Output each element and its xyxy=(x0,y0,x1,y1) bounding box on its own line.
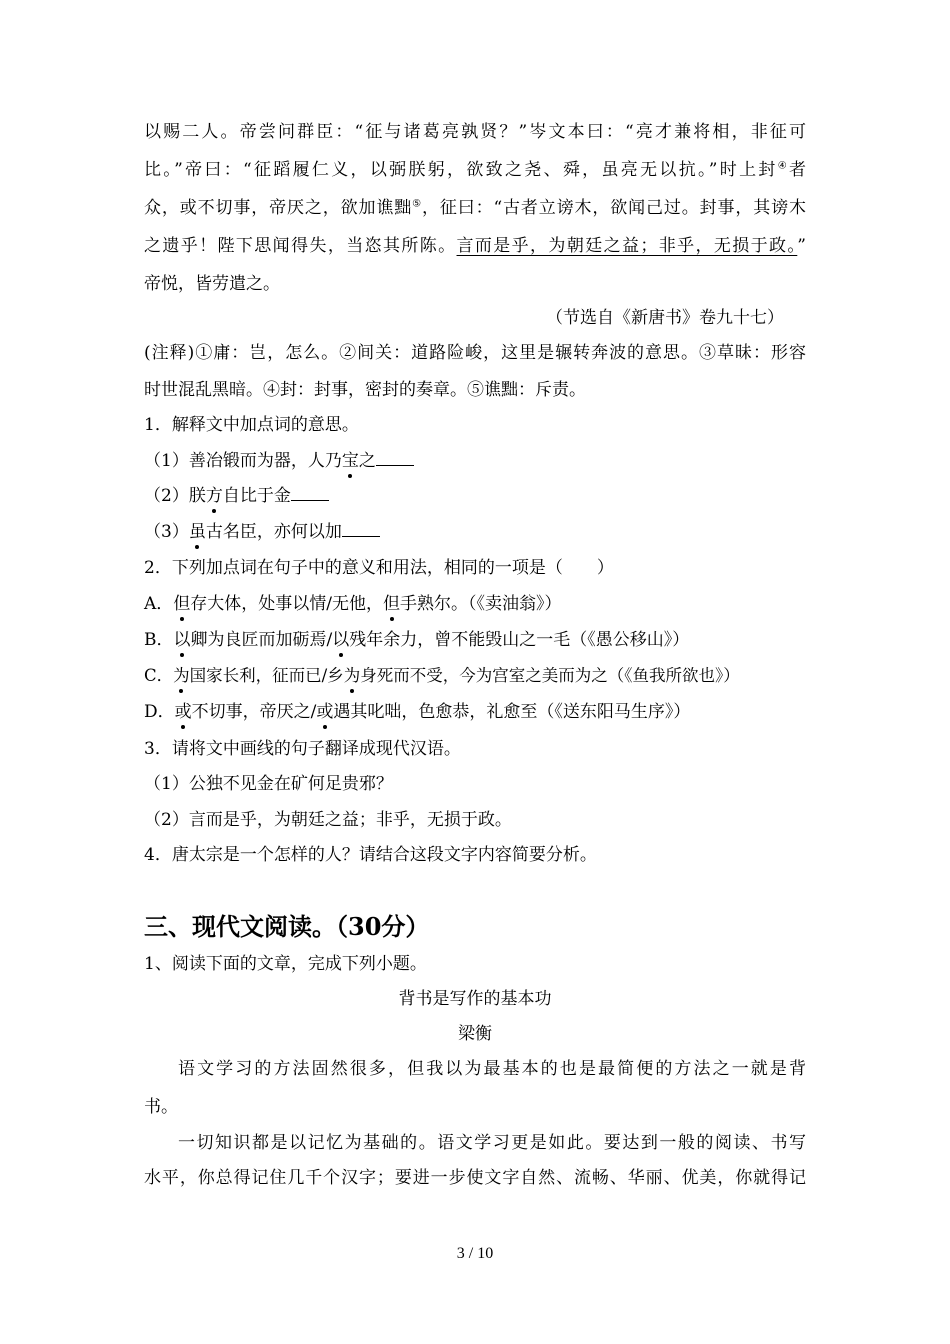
section-heading: 三、现代文阅读。（30分） xyxy=(144,912,430,941)
answer-blank[interactable] xyxy=(342,520,380,537)
passage-line: 帝悦，皆劳遣之。 xyxy=(144,274,280,294)
notes-line: (注释)①庸：岂，怎么。②间关：道路险峻，这里是辗转奔波的意思。③草昧：形容 xyxy=(144,343,806,363)
paragraph-line: 语文学习的方法固然很多，但我以为最基本的也是最简便的方法之一就是背 xyxy=(178,1059,806,1079)
article-author: 梁衡 xyxy=(458,1024,492,1044)
question-4-stem: 4．唐太宗是一个怎样的人？请结合这段文字内容简要分析。 xyxy=(144,845,597,865)
question-1-stem: 1．解释文中加点词的意思。 xyxy=(144,415,359,435)
question-3-stem: 3．请将文中画线的句子翻译成现代汉语。 xyxy=(144,739,461,759)
footnote-marker: ④ xyxy=(777,160,790,172)
section-instruction: 1、阅读下面的文章，完成下列小题。 xyxy=(144,954,427,974)
option-a[interactable]: A．但存大体，处事以情/无他，但手熟尔。（《卖油翁》） xyxy=(144,594,562,614)
answer-blank[interactable] xyxy=(376,449,414,466)
page-number: 3 / 10 xyxy=(456,1245,494,1262)
paragraph-line: 一切知识都是以记忆为基础的。语文学习更是如此。要达到一般的阅读、书写 xyxy=(178,1133,806,1153)
question-1-item-1: （1）善冶锻而为器，人乃宝之 xyxy=(144,449,414,473)
passage-source: （节选自《新唐书》卷九十七） xyxy=(546,308,784,328)
passage-line: 比。”帝曰：“征蹈履仁义，以弼朕躬，欲致之尧、舜，虽亮无以抗。”时上封④者 xyxy=(144,160,807,180)
answer-blank[interactable] xyxy=(291,484,329,501)
article-title: 背书是写作的基本功 xyxy=(398,989,552,1009)
question-3-item-1: （1）公独不见金在矿何足贵邪？ xyxy=(144,774,393,794)
passage-line: 之遗乎！陛下思闻得失，当恣其所陈。言而是乎，为朝廷之益；非乎，无损于政。” xyxy=(144,236,806,256)
question-1-item-2: （2）朕方自比于金 xyxy=(144,484,329,508)
option-c[interactable]: C．为国家长利，征而已/乡为身死而不受，今为宫室之美而为之（《鱼我所欲也》） xyxy=(144,664,740,688)
passage-line: 众，或不切事，帝厌之，欲加谯黜⑤，征曰：“古者立谤木，欲闻己过。封事，其谤木 xyxy=(144,198,806,218)
question-3-item-2: （2）言而是乎，为朝廷之益；非乎，无损于政。 xyxy=(144,810,512,830)
question-1-item-3: （3）虽古名臣，亦何以加 xyxy=(144,520,380,544)
passage-line: 以赐二人。帝尝问群臣：“征与诸葛亮孰贤？”岑文本曰：“亮才兼将相，非征可 xyxy=(144,122,806,142)
paragraph-line: 水平，你总得记住几千个汉字；要进一步使文字自然、流畅、华丽、优美，你就得记 xyxy=(144,1168,806,1188)
footnote-marker: ⑤ xyxy=(412,198,422,210)
paragraph-line: 书。 xyxy=(144,1097,178,1117)
underlined-sentence: 言而是乎，为朝廷之益；非乎，无损于政。 xyxy=(456,236,798,256)
option-d[interactable]: D．或不切事，帝厌之/或遇其叱咄，色愈恭，礼愈至（《送东阳马生序》） xyxy=(144,702,691,722)
question-2-stem: 2．下列加点词在句子中的意义和用法，相同的一项是（ ） xyxy=(144,558,614,578)
notes-line: 时世混乱黑暗。④封：封事，密封的奏章。⑤谯黜：斥责。 xyxy=(144,380,586,400)
option-b[interactable]: B．以卿为良匠而加砺焉/以残年余力，曾不能毁山之一毛（《愚公移山》） xyxy=(144,630,690,650)
